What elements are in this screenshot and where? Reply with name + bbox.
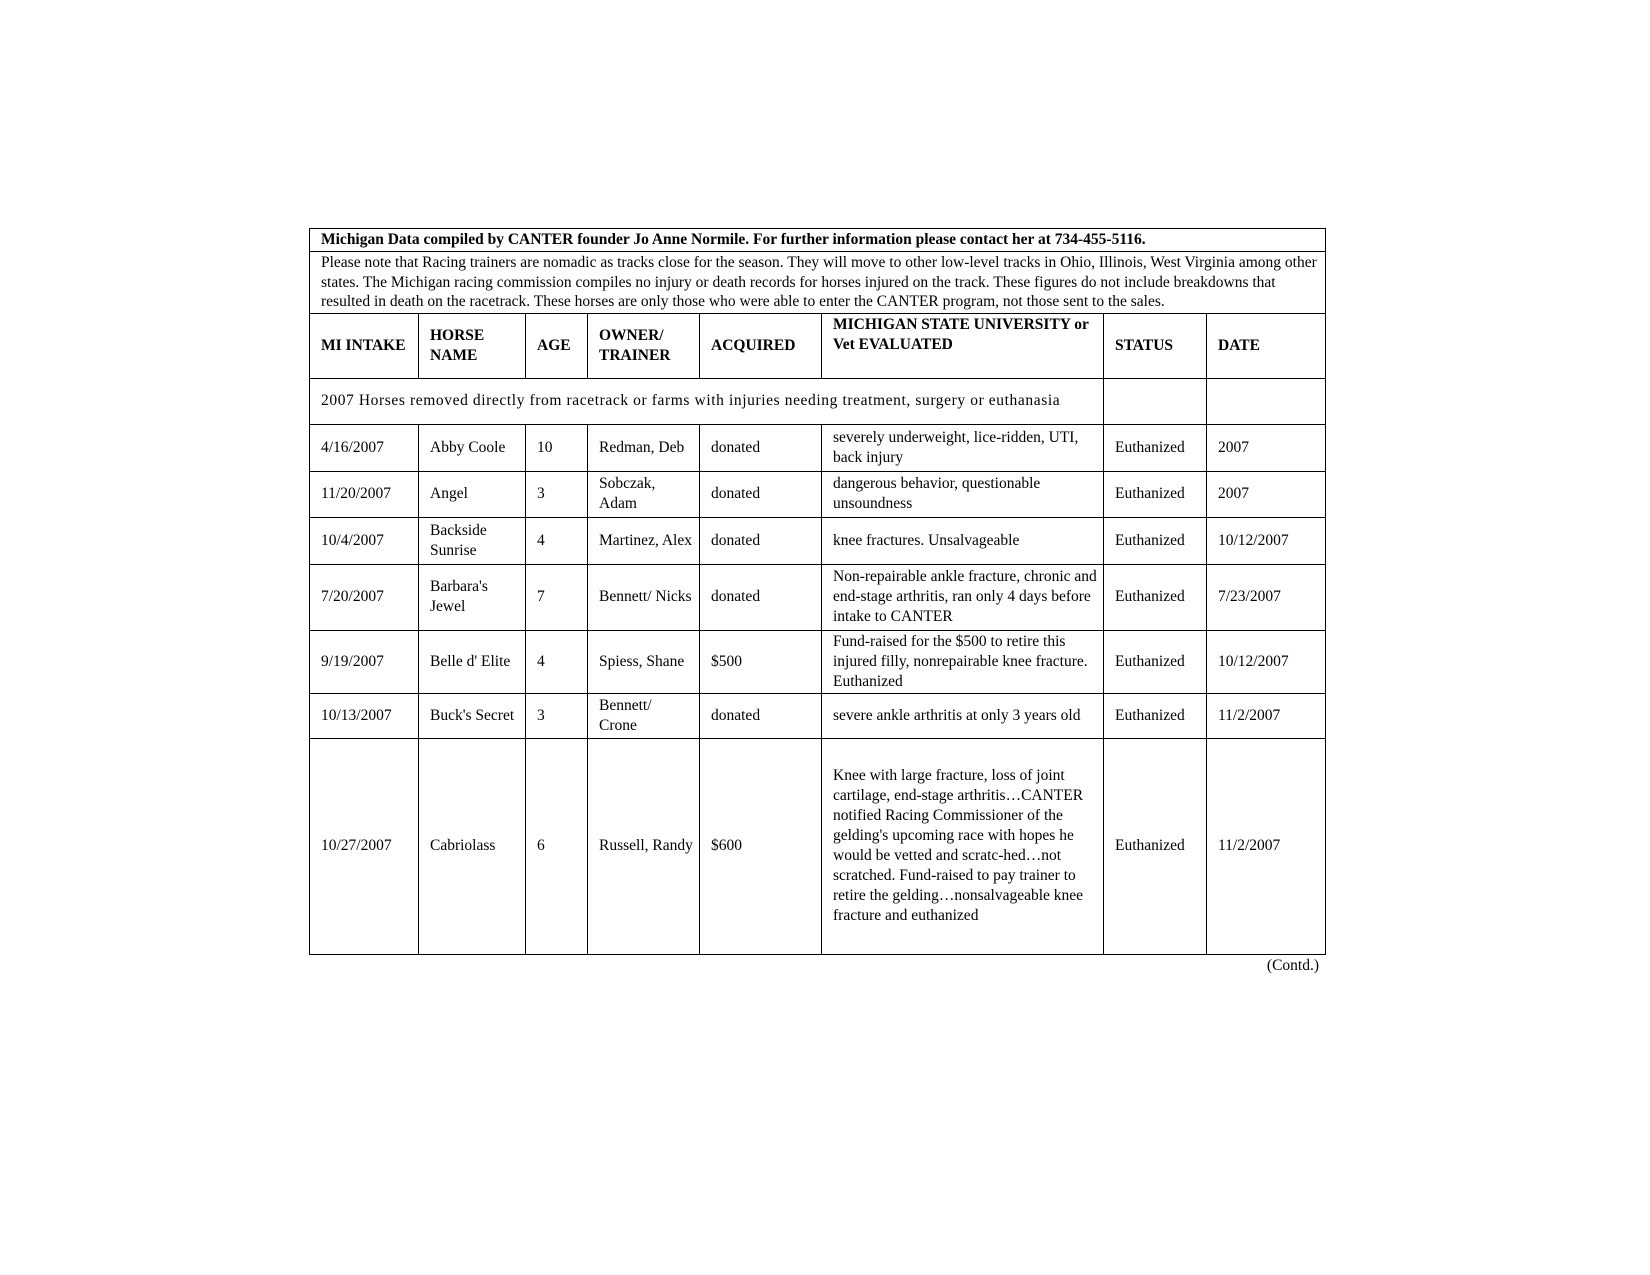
header-evaluated: MICHIGAN STATE UNIVERSITY or Vet EVALUATED [822,313,1104,378]
cell-date: 10/12/2007 [1207,517,1326,564]
cell-evaluated: Knee with large fracture, loss of joint cartilage, end-stage arthritis…CANTER notified Racing Commissioner of the gelding's upcoming race with hopes he would be vetted and scratc-hed…not scratched. Fund-raised to pay trainer to retire the gelding…nonsalvageable knee fracture and euthanized [822,738,1104,954]
header-age: AGE [526,313,588,378]
header-horse-name: HORSE NAME [419,313,526,378]
cell-evaluated: severe ankle arthritis at only 3 years old [822,693,1104,738]
cell-owner: Russell, Randy [588,738,700,954]
cell-intake: 4/16/2007 [310,424,419,471]
cell-acquired: donated [700,693,822,738]
cell-acquired: $600 [700,738,822,954]
cell-owner: Bennett/ Crone [588,693,700,738]
cell-intake: 10/13/2007 [310,693,419,738]
cell-acquired: donated [700,564,822,630]
section-empty-date [1207,378,1326,424]
table-row [310,564,1326,630]
cell-horse: Angel [419,471,526,517]
table-title: Michigan Data compiled by CANTER founder Jo Anne Normile. For further information please contact her at 734-455-5116. [310,229,1326,252]
cell-evaluated: dangerous behavior, questionable unsoundness [822,471,1104,517]
cell-status: Euthanized [1104,630,1207,693]
note-row [310,252,1326,314]
cell-status: Euthanized [1104,738,1207,954]
cell-intake: 11/20/2007 [310,471,419,517]
section-row [310,378,1326,424]
cell-acquired: donated [700,517,822,564]
section-empty-status [1104,378,1207,424]
canter-data-table [309,228,1326,955]
cell-horse: Backside Sunrise [419,517,526,564]
title-row [310,229,1326,252]
cell-age: 3 [526,693,588,738]
cell-status: Euthanized [1104,424,1207,471]
cell-intake: 10/4/2007 [310,517,419,564]
cell-age: 6 [526,738,588,954]
table-row [310,738,1326,954]
header-acquired: ACQUIRED [700,313,822,378]
cell-owner: Sobczak, Adam [588,471,700,517]
cell-horse: Cabriolass [419,738,526,954]
cell-date: 11/2/2007 [1207,738,1326,954]
table-row [310,424,1326,471]
table-row [310,471,1326,517]
cell-acquired: donated [700,471,822,517]
cell-age: 7 [526,564,588,630]
header-owner-trainer: OWNER/ TRAINER [588,313,700,378]
continued-label: (Contd.) [1266,956,1319,974]
cell-horse: Barbara's Jewel [419,564,526,630]
cell-status: Euthanized [1104,693,1207,738]
cell-status: Euthanized [1104,471,1207,517]
header-intake: MI INTAKE [310,313,419,378]
cell-owner: Martinez, Alex [588,517,700,564]
table-row [310,630,1326,693]
cell-date: 11/2/2007 [1207,693,1326,738]
cell-evaluated: Non-repairable ankle fracture, chronic and end-stage arthritis, ran only 4 days before intake to CANTER [822,564,1104,630]
cell-acquired: donated [700,424,822,471]
cell-status: Euthanized [1104,517,1207,564]
cell-intake: 10/27/2007 [310,738,419,954]
cell-horse: Abby Coole [419,424,526,471]
table-note: Please note that Racing trainers are nomadic as tracks close for the season. They will move to other low-level tracks in Ohio, Illinois, West Virginia among other states. The Michigan racing commission compiles no injury or death records for horses injured on the track. These figures do not include breakdowns that resulted in death on the racetrack. These horses are only those who were able to enter the CANTER program, not those sent to the sales. [310,252,1326,314]
cell-date: 10/12/2007 [1207,630,1326,693]
cell-intake: 7/20/2007 [310,564,419,630]
cell-evaluated: knee fractures. Unsalvageable [822,517,1104,564]
cell-date: 2007 [1207,424,1326,471]
cell-acquired: $500 [700,630,822,693]
header-row [310,313,1326,378]
cell-age: 3 [526,471,588,517]
cell-date: 7/23/2007 [1207,564,1326,630]
table-row [310,693,1326,738]
cell-evaluated: severely underweight, lice-ridden, UTI, back injury [822,424,1104,471]
cell-age: 10 [526,424,588,471]
header-status: STATUS [1104,313,1207,378]
cell-owner: Bennett/ Nicks [588,564,700,630]
header-date: DATE [1207,313,1326,378]
cell-horse: Belle d' Elite [419,630,526,693]
cell-date: 2007 [1207,471,1326,517]
cell-status: Euthanized [1104,564,1207,630]
cell-intake: 9/19/2007 [310,630,419,693]
cell-age: 4 [526,517,588,564]
cell-owner: Redman, Deb [588,424,700,471]
cell-owner: Spiess, Shane [588,630,700,693]
cell-horse: Buck's Secret [419,693,526,738]
document-page [309,228,1325,975]
section-heading: 2007 Horses removed directly from racetrack or farms with injuries needing treatment, surgery or euthanasia [310,378,1104,424]
table-row [310,517,1326,564]
cell-age: 4 [526,630,588,693]
cell-evaluated: Fund-raised for the $500 to retire this injured filly, nonrepairable knee fracture. Euthanized [822,630,1104,693]
